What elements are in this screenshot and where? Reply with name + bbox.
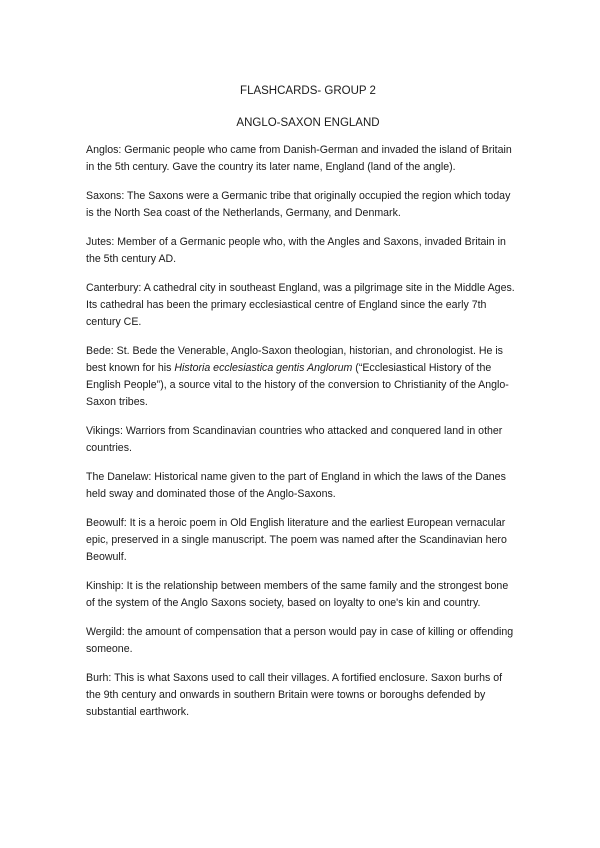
entry-vikings: Vikings: Warriors from Scandinavian countries who attacked and conquered land in other countries. bbox=[86, 425, 503, 455]
entry-bede-text-start: Bede: St. Bede the Venerable, Anglo-Saxon theologian, historian, and chronologist. He is best known for his bbox=[86, 344, 503, 375]
entry-canterbury: Canterbury: A cathedral city in southeast England, was a pilgrimage site in the Middle Ages. Its cathedral has been the primary ecclesiastical centre of England since the early 7th century CE. bbox=[86, 281, 515, 329]
entry-burh: Burh: This is what Saxons used to call their villages. A fortified enclosure. Saxon burhs of the 9th century and onwards in southern Britain were towns or boroughs defended by substantial earthwork. bbox=[86, 671, 503, 719]
entry-anglos: Anglos: Germanic people who came from Danish-German and invaded the island of Britain in the 5th century. Gave the country its later name, England (land of the angle). bbox=[86, 144, 512, 174]
entry-bede bbox=[86, 343, 516, 412]
entry-bede-text-end: (“Ecclesiastical History of the English People”), a source vital to the history of the conversion to Christianity of the Anglo-Saxon tribes. bbox=[86, 362, 509, 409]
entry-jutes: Jutes: Member of a Germanic people who, with the Angles and Saxons, invaded Britain in the 5th century AD. bbox=[86, 235, 506, 266]
entry-kinship: Kinship: It is the relationship between members of the same family and the strongest bone of the system of the Anglo Saxons society, based on loyalty to one's kin and country. bbox=[86, 580, 509, 610]
entry-bede-book-title: Historia ecclesiastica gentis Anglorum bbox=[174, 362, 353, 375]
entry-saxons: Saxons: The Saxons were a Germanic tribe that originally occupied the region which today is the North Sea coast of the Netherlands, Germany, and Denmark. bbox=[86, 189, 511, 220]
entry-wergild: Wergild: the amount of compensation that a person would pay in case of killing or offending someone. bbox=[86, 625, 514, 656]
entry-danelaw: The Danelaw: Historical name given to the part of England in which the laws of the Danes held sway and dominated those of the Anglo-Saxons. bbox=[86, 471, 506, 501]
entry-beowulf: Beowulf: It is a heroic poem in Old English literature and the earliest European vernacular epic, preserved in a single manuscript. The poem was named after the Scandinavian hero Beowulf. bbox=[86, 516, 507, 564]
document-subtitle: ANGLO-SAXON ENGLAND bbox=[236, 117, 380, 129]
document-title: FLASHCARDS- GROUP 2 bbox=[240, 85, 376, 97]
